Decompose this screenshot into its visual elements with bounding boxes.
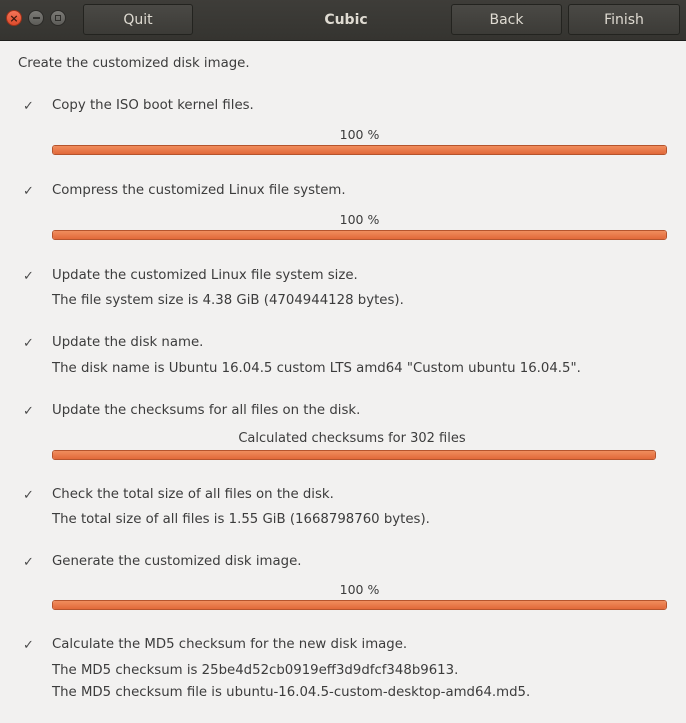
step-3-label: Update the customized Linux file system size. xyxy=(52,268,358,283)
window-maximize-icon[interactable] xyxy=(50,10,66,26)
header-bar xyxy=(0,0,686,41)
step-8-label: Calculate the MD5 checksum for the new disk image. xyxy=(52,637,408,652)
window-close-icon[interactable]: × xyxy=(6,10,22,26)
step-6-label: Check the total size of all files on the disk. xyxy=(52,487,334,502)
step-1-progress-bar xyxy=(52,145,667,155)
step-6-check-icon: ✓ xyxy=(23,488,34,503)
page-intro: Create the customized disk image. xyxy=(18,56,250,71)
step-1-check-icon: ✓ xyxy=(23,99,34,114)
step-3-check-icon: ✓ xyxy=(23,269,34,284)
step-1-progress-fill xyxy=(53,146,666,154)
step-5-check-icon: ✓ xyxy=(23,404,34,419)
step-4-check-icon: ✓ xyxy=(23,336,34,351)
step-2-progress-bar xyxy=(52,230,667,240)
step-2-progress-fill xyxy=(53,231,666,239)
step-1-progress-text: 100 % xyxy=(339,127,380,142)
step-5-progress-text: Calculated checksums for 302 files xyxy=(238,431,466,446)
step-7-progress-bar xyxy=(52,600,667,610)
step-8-check-icon: ✓ xyxy=(23,638,34,653)
step-2-check-icon: ✓ xyxy=(23,184,34,199)
step-1-label: Copy the ISO boot kernel files. xyxy=(52,98,254,113)
step-5-progress-bar xyxy=(52,450,656,460)
step-4-detail: The disk name is Ubuntu 16.04.5 custom LTS amd64 "Custom ubuntu 16.04.5". xyxy=(52,361,581,376)
step-8-detail-2: The MD5 checksum file is ubuntu-16.04.5-custom-desktop-amd64.md5. xyxy=(52,685,531,700)
step-8-detail: The MD5 checksum is 25be4d52cb0919eff3d9dfcf348b9613. xyxy=(52,663,459,678)
back-button[interactable]: Back xyxy=(451,4,562,35)
step-5-label: Update the checksums for all files on the disk. xyxy=(52,403,361,418)
step-2-progress-text: 100 % xyxy=(339,212,380,227)
step-7-progress-text: 100 % xyxy=(339,582,380,597)
window-minimize-icon[interactable] xyxy=(28,10,44,26)
step-7-label: Generate the customized disk image. xyxy=(52,554,302,569)
step-6-detail: The total size of all files is 1.55 GiB (1668798760 bytes). xyxy=(52,512,430,527)
step-4-label: Update the disk name. xyxy=(52,335,204,350)
finish-button[interactable]: Finish xyxy=(568,4,680,35)
step-3-detail: The file system size is 4.38 GiB (4704944128 bytes). xyxy=(52,293,404,308)
window-title: Cubic xyxy=(324,12,368,28)
step-5-progress-fill xyxy=(53,451,655,459)
step-7-progress-fill xyxy=(53,601,666,609)
quit-button[interactable]: Quit xyxy=(83,4,193,35)
step-2-label: Compress the customized Linux file system. xyxy=(52,183,346,198)
step-7-check-icon: ✓ xyxy=(23,555,34,570)
